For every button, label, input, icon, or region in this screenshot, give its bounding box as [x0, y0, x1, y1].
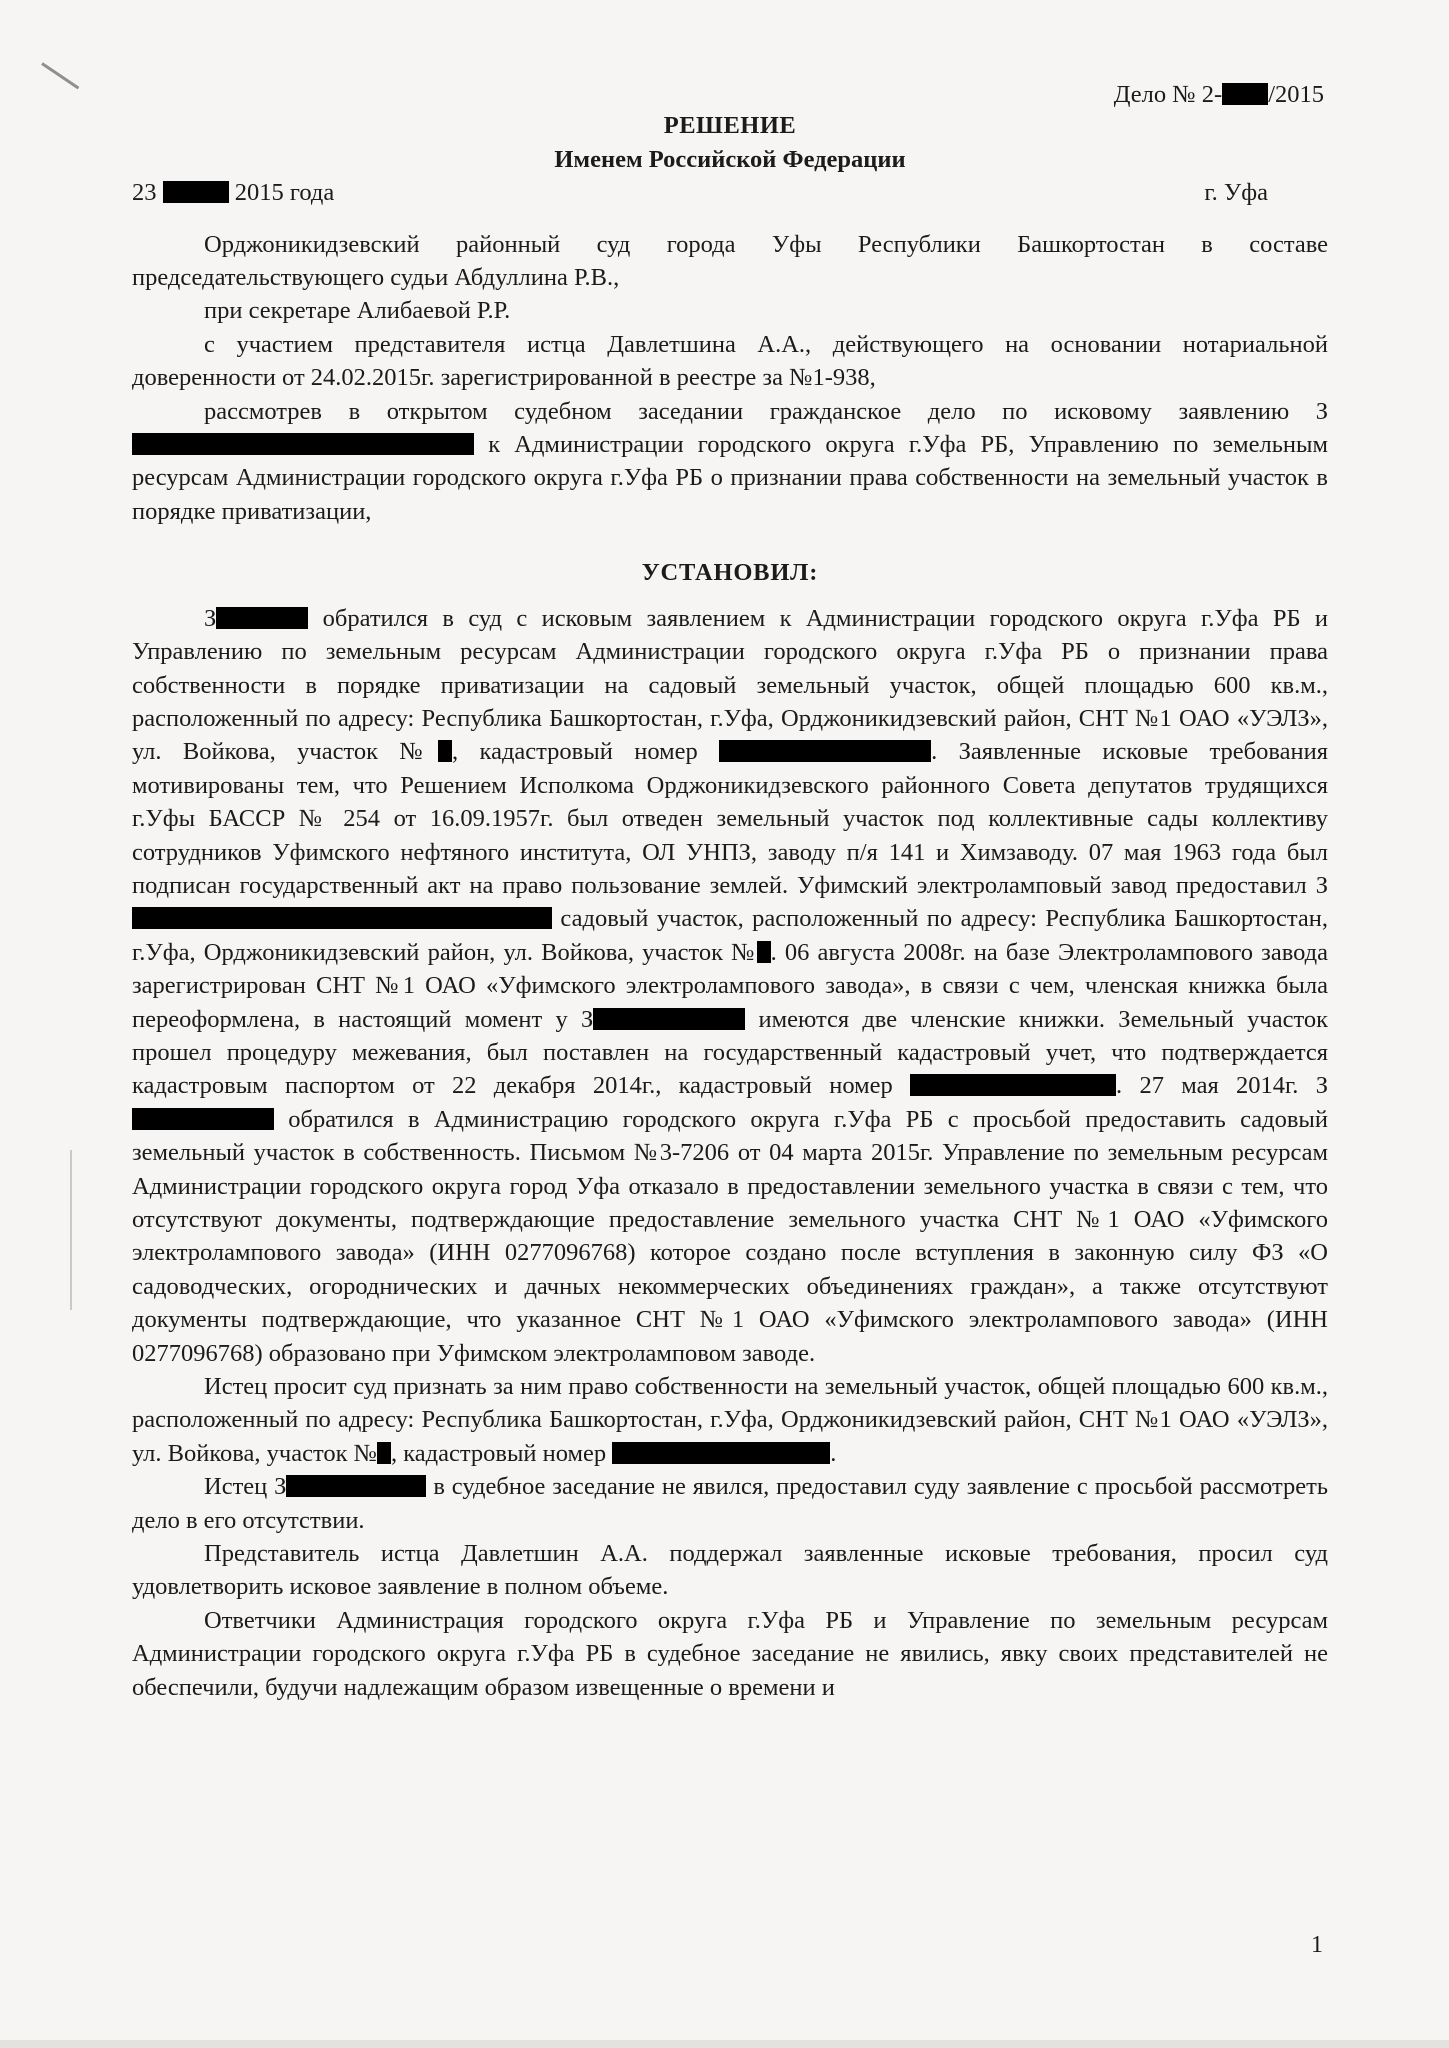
redaction-box: [757, 941, 771, 963]
scan-artifact-mark: [41, 62, 79, 89]
redaction-box: [163, 181, 229, 203]
redaction-box: [377, 1442, 391, 1464]
redaction-box: [216, 607, 308, 629]
document-title: РЕШЕНИЕ: [663, 112, 797, 140]
scan-artifact-edge: [70, 1150, 72, 1310]
body-paragraph: Ответчики Администрация городского округа г.Уфа РБ и Управление по земельным ресурсам Администрации городского округа г.Уфа РБ в судебное заседание не явились, явку своих представителей не обеспечили, будучи надлежащим образом извещенные о времени и: [132, 1606, 1328, 1701]
redaction-box: [132, 907, 552, 929]
redaction-box: [910, 1074, 1116, 1096]
body-paragraph: Представитель истца Давлетшин А.А. поддержал заявленные исковые требования, просил суд удовлетворить исковое заявление в полном объеме.: [132, 1540, 1328, 1601]
redaction-box: [593, 1008, 745, 1030]
city: г. Уфа: [1204, 179, 1268, 207]
body-paragraph: З обратился в суд с исковым заявлением к Администрации городского округа г.Уфа РБ и Управлению по земельным ресурсам Администрации городского округа г.Уфа РБ о признании права собственности в порядке приватизации на садовый земельный участок, общей площадью 600 кв.м., расположенный по адресу: Республика Башкортостан, г.Уфа, Орджоникидзевский район, СНТ №1 ОАО «УЭЛЗ», ул. Войкова, участок № , кадастровый номер . Заявленные исковые требования мотивированы тем, что Решением Исполкома Орджоникидзевского районного Совета депутатов трудящихся г.Уфы БАССР № 254 от 16.09.1957г. был отведен земельный участок под коллективные сады коллективу сотрудников Уфимского нефтяного института, ОЛ УНПЗ, заводу п/я 141 и Химзаводу. 07 мая 1963 года был подписан государственный акт на право пользование землей. Уфимский электроламповый завод предоставил З садовый участок, расположенный по адресу: Республика Башкортостан, г.Уфа, Орджоникидзевский район, ул. Войкова, участок № . 06 августа 2008г. на базе Электролампового завода зарегистрирован СНТ №1 ОАО «Уфимского электролампового завода», в связи с чем, членская книжка была переоформлена, в настоящий момент у З имеются две членские книжки. Земельный участок прошел процедуру межевания, был поставлен на государственный кадастровый учет, что подтверждается кадастровым паспортом от 22 декабря 2014г., кадастровый номер . 27 мая 2014г. З обратился в Администрацию городского округа г.Уфа РБ с просьбой предоставить садовый земельный участок в собственность. Письмом №3-7206 от 04 марта 2015г. Управление по земельным ресурсам Администрации городского округа город Уфа отказало в предоставлении земельного участка в связи с тем, что отсутствуют документы, подтверждающие предоставление земельного участка СНТ №1 ОАО «Уфимского электролампового завода» (ИНН 0277096768) которое создано после вступления в законную силу ФЗ «О садоводческих, огороднических и дачных некоммерческих объединениях граждан», а также отсутствуют документы подтверждающие, что указанное СНТ №1 ОАО «Уфимского электролампового завода» (ИНН 0277096768) образовано при Уфимском электроламповом заводе.: [132, 604, 1328, 1367]
redaction-box: [719, 740, 931, 762]
body-paragraph: Истец просит суд признать за ним право собственности на земельный участок, общей площадью 600 кв.м., расположенный по адресу: Республика Башкортостан, г.Уфа, Орджоникидзевский район, СНТ №1 ОАО «УЭЛЗ», ул. Войкова, участок № , кадастровый номер .: [132, 1373, 1328, 1467]
body-paragraph: Истец З в судебное заседание не явился, предоставил суду заявление с просьбой рассмотреть дело в его отсутствии.: [132, 1473, 1328, 1534]
court-composition: Орджоникидзевский районный суд города Уфы Республики Башкортостан в составе председательствующего судьи Абдуллина Р.В.,: [132, 230, 1328, 292]
representative-line: с участием представителя истца Давлетшина А.А., действующего на основании нотариальной доверенности от 24.02.2015г. зарегистрированной в реестре за №1-938,: [132, 330, 1328, 392]
secretary-line: при секретаре Алибаевой Р.Р.: [204, 297, 511, 325]
case-description: рассмотрев в открытом судебном заседании гражданское дело по исковому заявлению З к Администрации городского округа г.Уфа РБ, Управлению по земельным ресурсам Администрации городского округа г.Уфа РБ о признании права собственности на земельный участок в порядке приватизации,: [132, 397, 1328, 525]
redaction-box: [438, 740, 452, 762]
redaction-box: [612, 1442, 830, 1464]
redaction-box: [286, 1475, 426, 1497]
document-subtitle: Именем Российской Федерации: [554, 145, 906, 173]
case-number: Дело № 2- /2015: [1113, 81, 1324, 108]
document-body: [132, 78, 1328, 1704]
redaction-box: [132, 433, 474, 455]
scan-artifact-bottom: [0, 2040, 1449, 2048]
section-heading: УСТАНОВИЛ:: [641, 559, 819, 587]
date-line: [132, 176, 1328, 209]
redaction-box: [132, 1108, 274, 1130]
page-number: 1: [1311, 1932, 1323, 1958]
decision-date: 23 2015 года: [132, 179, 335, 207]
redaction-box: [1222, 83, 1268, 105]
